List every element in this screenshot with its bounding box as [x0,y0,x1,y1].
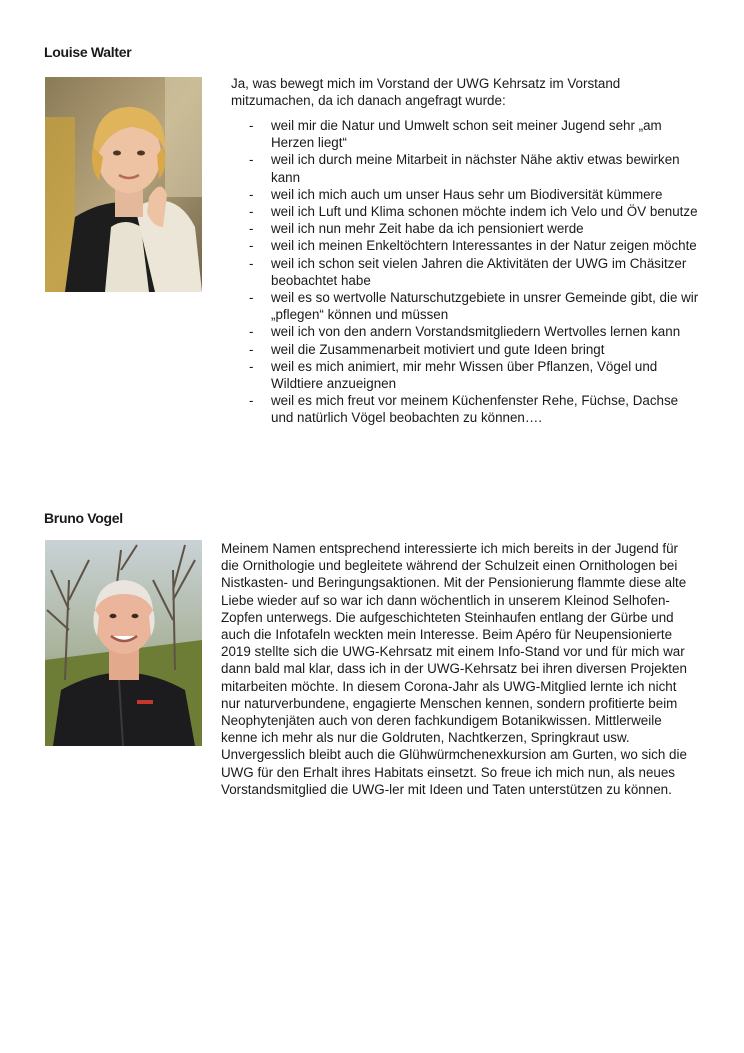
reason-text: weil ich nun mehr Zeit habe da ich pensioniert werde [271,221,584,237]
reason-text: weil ich meinen Enkeltöchtern Interessantes in der Natur zeigen möchte [271,238,697,254]
bullet-dash: - [249,238,254,254]
list-item [249,186,699,203]
reason-text: weil es mich animiert, mir mehr Wissen über Pflanzen, Vögel und Wildtiere anzueignen [271,358,658,392]
reason-text: weil es so wertvolle Naturschutzgebiete in unsrer Gemeinde gibt, die wir „pflegen“ können und müssen [271,290,699,323]
portrait-photo-louise [45,77,202,292]
bullet-dash: - [249,341,254,357]
portrait-photo-bruno [45,540,202,746]
list-item [249,203,699,220]
bullet-dash: - [249,358,254,374]
bullet-dash: - [249,393,254,409]
person-name-bruno: Bruno Vogel [44,510,123,526]
intro-text-louise: Ja, was bewegt mich im Vorstand der UWG Kehrsatz im Vorstand mitzumachen, da ich danach angefragt wurde: [231,76,621,109]
list-item [249,341,699,358]
bullet-dash: - [249,324,254,340]
list-item [249,358,699,392]
bio-text-bruno: Meinem Namen entsprechend interessierte ich mich bereits in der Jugend für die Ornithologie und begleitete während der Schulzeit einen Ornithologen bei Nistkasten- und Beringungsaktionen. Mit der Pensionierung flammte diese alte Liebe wieder auf so war ich dann wöchentlich in unserem Kleinod Selhofen-Zopfen unterwegs. Die aufgeschichteten Steinhaufen entlang der Gürbe und auch die Infotafeln weckten mein Interesse. Beim Apéro für Neupensionierte 2019 stellte sich die UWG-Kehrsatz mit einem Info-Stand vor und für mich war dann bald mal klar, dass ich in der UWG-Kehrsatz bei ihren diversen Projekten mitarbeiten möchte. In diesem Corona-Jahr als UWG-Mitglied lernte ich nicht nur naturverbundene, engagierte Menschen kennen, sondern profitierte beim Neophytenjäten auch von deren fachkundigem Botanikwissen. Mittlerweile kenne ich mehr als nur die Goldruten, Nachtkerzen, Springkraut usw. Unvergesslich bleibt auch die Glühwürmchenexkursion am Gurten, wo sich die UWG für den Erhalt ihres Habitats einsetzt. So freue ich mich nun, als neues Vorstandsmitglied die UWG-ler mit Ideen und Taten unterstützen zu können. [221,541,687,797]
reason-text: weil ich mich auch um unser Haus sehr um Biodiversität kümmere [271,186,663,202]
bullet-dash: - [249,204,254,220]
reason-text: weil ich durch meine Mitarbeit in nächster Nähe aktiv etwas bewirken kann [271,152,680,185]
bullet-dash: - [249,186,254,202]
reasons-list [249,117,699,427]
list-item [249,237,699,254]
reason-text: weil ich Luft und Klima schonen möchte indem ich Velo und ÖV benutze [271,204,698,220]
bullet-dash: - [249,221,254,237]
list-item [249,323,699,340]
list-item [249,151,699,185]
bullet-dash: - [249,255,254,271]
reason-text: weil es mich freut vor meinem Küchenfenster Rehe, Füchse, Dachse und natürlich Vögel beobachten zu können…. [271,393,679,426]
list-item [249,117,699,151]
list-item [249,255,699,289]
reason-text: weil ich schon seit vielen Jahren die Aktivitäten der UWG im Chäsitzer beobachtet habe [271,255,687,288]
reason-text: weil mir die Natur und Umwelt schon seit meiner Jugend sehr „am Herzen liegt“ [271,118,662,151]
list-item [249,289,699,323]
list-item [249,392,699,426]
list-item [249,220,699,237]
reason-text: weil ich von den andern Vorstandsmitgliedern Wertvolles lernen kann [271,324,681,340]
reason-text: weil die Zusammenarbeit motiviert und gute Ideen bringt [271,341,605,357]
person-name-louise: Louise Walter [44,44,132,60]
bullet-dash: - [249,152,254,168]
bullet-dash: - [249,290,254,306]
bullet-dash: - [249,118,254,133]
